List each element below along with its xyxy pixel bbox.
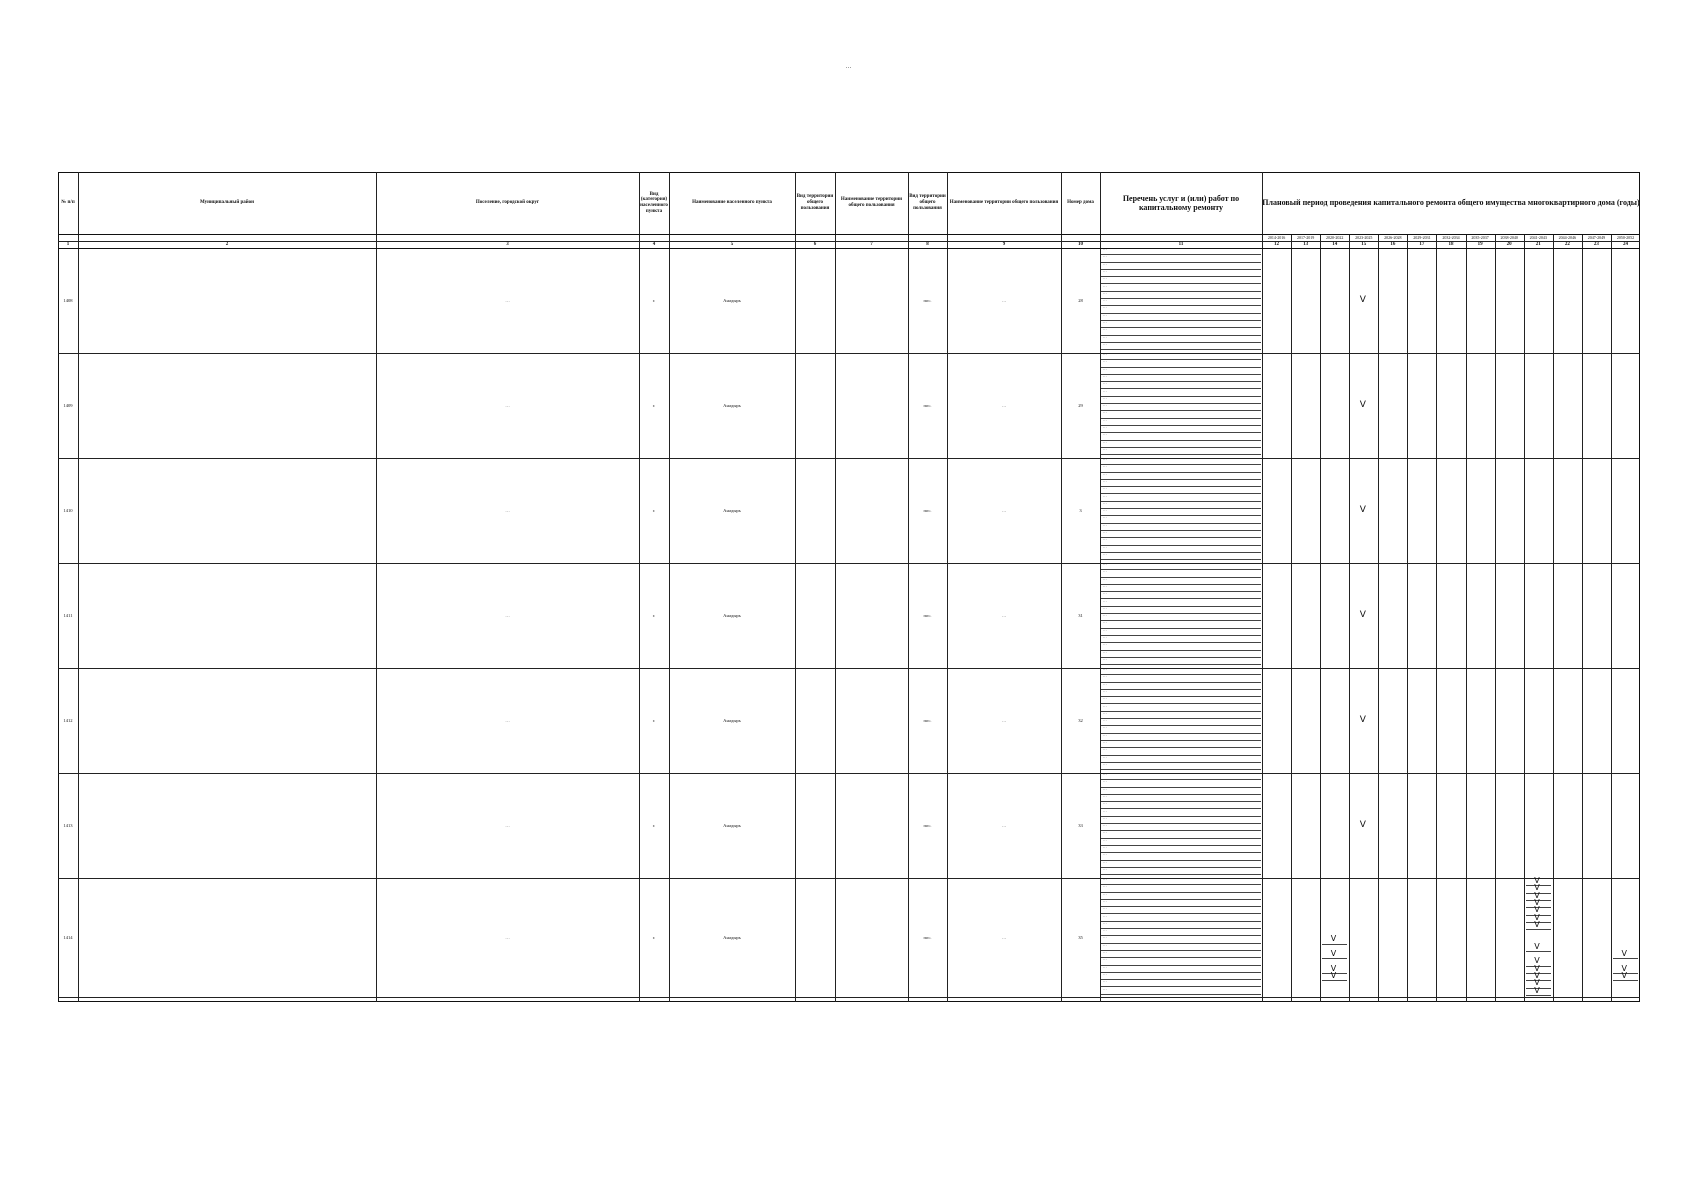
work-item: …	[1101, 839, 1261, 846]
row-house-number: 31	[1078, 613, 1083, 618]
work-item: …	[1101, 944, 1261, 951]
row-house-number: 35	[1078, 935, 1083, 940]
repair-period-mark: V	[1359, 714, 1366, 725]
header-territory-name-2: Наименование территории общего пользования	[949, 200, 1059, 206]
work-item: …	[1101, 668, 1261, 675]
row-settlement: …	[505, 298, 510, 303]
page-number: …	[845, 64, 852, 70]
repair-period-mark: V	[1534, 883, 1540, 893]
row-locality-type: г.	[652, 403, 656, 408]
period-column-divider	[1349, 234, 1350, 1002]
work-item: …	[1101, 328, 1261, 335]
row-locality: Анадырь	[723, 718, 741, 723]
capital-repair-schedule-table	[58, 172, 1640, 1002]
row-divider	[58, 563, 1640, 564]
period-label: 2014-2016	[1267, 235, 1286, 240]
work-item: …	[1101, 578, 1261, 585]
repair-period-mark: V	[1534, 876, 1540, 885]
work-item: …	[1101, 734, 1261, 741]
work-item: …	[1101, 404, 1261, 411]
work-item: …	[1101, 614, 1261, 621]
row-locality: Анадырь	[723, 823, 741, 828]
column-number: 24	[1622, 241, 1628, 247]
work-item: …	[1101, 658, 1261, 665]
row-house-number: 33	[1078, 823, 1083, 828]
work-item: …	[1101, 343, 1261, 350]
column-number: 16	[1390, 241, 1396, 247]
row-number: 1410	[63, 508, 73, 513]
row-territory-kind: пос.	[923, 613, 932, 618]
period-label: 2029-2031	[1413, 235, 1431, 240]
work-item: …	[1101, 973, 1261, 980]
row-territory-kind: пос.	[923, 823, 932, 828]
row-number: 1411	[63, 613, 73, 618]
repair-period-mark: V	[1330, 934, 1337, 944]
column-number: 14	[1332, 241, 1338, 247]
repair-period-mark: V	[1534, 905, 1540, 915]
period-column-divider	[1320, 234, 1321, 1002]
work-item: …	[1101, 763, 1261, 770]
mark-underline	[1526, 995, 1551, 996]
column-number: 12	[1274, 241, 1280, 247]
work-item: …	[1101, 780, 1261, 787]
work-item: …	[1101, 563, 1261, 570]
header-settlement: Поселение, городской округ	[475, 200, 540, 206]
period-label: 2050-2052	[1616, 235, 1635, 240]
period-column-divider	[1407, 234, 1408, 1002]
period-column-divider	[1495, 234, 1496, 1002]
column-number: 17	[1419, 241, 1425, 247]
repair-period-mark: V	[1534, 963, 1540, 973]
column-number: 10	[1078, 241, 1083, 247]
work-item: …	[1101, 817, 1261, 824]
work-item: …	[1101, 980, 1261, 987]
header-locality-type: Вид (категория) населенного пункта	[640, 191, 668, 214]
work-item: …	[1101, 570, 1261, 577]
repair-period-mark: V	[1621, 970, 1627, 980]
column-number: 4	[652, 241, 656, 247]
period-label: 2026-2028	[1384, 235, 1402, 240]
repair-period-mark: V	[1534, 956, 1540, 966]
work-item: …	[1101, 846, 1261, 853]
row-locality: Анадырь	[723, 613, 741, 618]
row-locality: Анадырь	[723, 935, 741, 940]
work-item: …	[1101, 741, 1261, 748]
period-label: 2041-2043	[1529, 235, 1547, 240]
row-locality-type: г.	[652, 718, 656, 723]
row-territory-kind: пос.	[923, 298, 932, 303]
row-number: 1413	[63, 823, 73, 828]
work-item: …	[1101, 600, 1261, 607]
repair-period-mark: V	[1330, 963, 1337, 973]
work-item: …	[1101, 802, 1261, 809]
work-item: …	[1101, 868, 1261, 875]
row-territory-name: …	[1001, 718, 1007, 723]
work-item: …	[1101, 636, 1261, 643]
work-item: …	[1101, 299, 1261, 306]
work-item: …	[1101, 448, 1261, 455]
row-settlement: …	[505, 718, 510, 723]
period-column-divider	[1436, 234, 1437, 1002]
row-settlement: …	[505, 508, 510, 513]
work-item: …	[1101, 651, 1261, 658]
repair-period-mark: V	[1359, 819, 1366, 830]
header-territory-name: Наименование территории общего пользования	[840, 197, 903, 208]
work-item: …	[1101, 958, 1261, 965]
column-number: 11	[1178, 241, 1184, 247]
work-item: …	[1101, 480, 1261, 487]
column-number: 13	[1303, 241, 1309, 247]
work-item: …	[1101, 263, 1261, 270]
row-house-number: 3	[1079, 508, 1082, 513]
row-divider	[58, 773, 1640, 774]
work-item: …	[1101, 473, 1261, 480]
header-locality-name: Наименование населенного пункта	[692, 200, 772, 206]
repair-period-mark: V	[1534, 985, 1540, 995]
header-house-number: Номер дома	[1067, 200, 1094, 206]
row-settlement: …	[505, 823, 510, 828]
work-item: …	[1101, 292, 1261, 299]
period-label: 2035-2037	[1471, 235, 1489, 240]
column-number: 15	[1361, 241, 1367, 247]
work-item: …	[1101, 966, 1261, 973]
row-locality-type: г.	[652, 508, 656, 513]
work-item: …	[1101, 748, 1261, 755]
row-locality-type: г.	[652, 935, 656, 940]
column-number: 6	[813, 241, 817, 247]
work-item: …	[1101, 509, 1261, 516]
header-number: № п/п	[61, 200, 75, 206]
work-item: …	[1101, 788, 1261, 795]
work-item: …	[1101, 248, 1261, 255]
mark-underline	[1526, 951, 1551, 952]
work-item: …	[1101, 773, 1261, 780]
work-item: …	[1101, 585, 1261, 592]
work-item: …	[1101, 690, 1261, 697]
work-item: …	[1101, 390, 1261, 397]
row-house-number: 29	[1078, 403, 1083, 408]
repair-period-mark: V	[1621, 949, 1627, 958]
row-locality-type: г.	[652, 823, 656, 828]
work-item: …	[1101, 426, 1261, 433]
work-item: …	[1101, 592, 1261, 599]
work-item: …	[1101, 277, 1261, 284]
work-item: …	[1101, 321, 1261, 328]
row-territory-kind: пос.	[923, 508, 932, 513]
column-number: 3	[506, 241, 509, 247]
period-label: 2038-2040	[1500, 235, 1518, 240]
repair-period-mark: V	[1534, 897, 1540, 907]
column-number: 1	[66, 241, 70, 247]
work-item: …	[1101, 621, 1261, 628]
row-territory-name: …	[1001, 508, 1007, 513]
column-number: 7	[870, 241, 873, 247]
work-item: …	[1101, 893, 1261, 900]
repair-period-mark: V	[1534, 941, 1540, 951]
work-item: …	[1101, 629, 1261, 636]
row-divider	[58, 997, 1640, 998]
period-column-divider	[1466, 234, 1467, 1002]
work-item: …	[1101, 705, 1261, 712]
work-item: …	[1101, 810, 1261, 817]
repair-period-mark: V	[1534, 970, 1540, 980]
work-item: …	[1101, 306, 1261, 313]
work-item: …	[1101, 683, 1261, 690]
row-territory-name: …	[1001, 823, 1007, 828]
repair-period-mark: V	[1621, 963, 1627, 973]
row-settlement: …	[505, 613, 510, 618]
row-territory-kind: пос.	[923, 718, 932, 723]
row-territory-name: …	[1001, 298, 1007, 303]
mark-underline	[1613, 980, 1638, 981]
repair-period-mark: V	[1359, 294, 1366, 305]
repair-period-mark: V	[1534, 890, 1540, 900]
repair-period-mark: V	[1359, 609, 1366, 620]
work-item: …	[1101, 712, 1261, 719]
work-item: …	[1101, 929, 1261, 936]
work-item: …	[1101, 878, 1261, 885]
work-item: …	[1101, 831, 1261, 838]
row-territory-name: …	[1001, 935, 1007, 940]
work-item: …	[1101, 458, 1261, 465]
period-column-divider	[1291, 234, 1292, 1002]
work-item: …	[1101, 336, 1261, 343]
row-divider	[58, 878, 1640, 879]
row-number: 1412	[63, 718, 73, 723]
work-item: …	[1101, 397, 1261, 404]
repair-period-mark: V	[1330, 949, 1337, 958]
row-settlement: …	[505, 935, 510, 940]
work-item: …	[1101, 907, 1261, 914]
work-item: …	[1101, 538, 1261, 545]
work-item: …	[1101, 411, 1261, 418]
work-item: …	[1101, 433, 1261, 440]
work-item: …	[1101, 988, 1261, 995]
work-item: …	[1101, 314, 1261, 321]
period-label: 2017-2019	[1296, 235, 1315, 240]
work-item: …	[1101, 951, 1261, 958]
work-item: …	[1101, 922, 1261, 929]
repair-period-mark: V	[1534, 978, 1540, 988]
work-item: …	[1101, 697, 1261, 704]
work-item: …	[1101, 915, 1261, 922]
row-territory-kind: пос.	[923, 935, 932, 940]
period-label: 2020-2022	[1326, 235, 1344, 240]
header-works-list: Перечень услуг и (или) работ по капитальному ремонту	[1122, 193, 1240, 212]
header-territory-kind: Вид территории общего пользования	[796, 194, 834, 211]
column-number: 19	[1477, 241, 1483, 247]
period-column-divider	[1611, 234, 1612, 1002]
row-locality: Анадырь	[723, 403, 741, 408]
row-territory-name: …	[1001, 403, 1007, 408]
work-item: …	[1101, 270, 1261, 277]
work-item: …	[1101, 353, 1261, 360]
column-number: 2	[225, 241, 229, 247]
work-item: …	[1101, 487, 1261, 494]
row-settlement: …	[505, 403, 510, 408]
work-item: …	[1101, 824, 1261, 831]
work-item: …	[1101, 853, 1261, 860]
work-item: …	[1101, 885, 1261, 892]
row-locality: Анадырь	[723, 508, 741, 513]
row-divider	[58, 458, 1640, 459]
period-label: 2023-2025	[1355, 235, 1373, 240]
work-item: …	[1101, 795, 1261, 802]
work-item: …	[1101, 936, 1261, 943]
column-number: 21	[1535, 241, 1541, 247]
work-item: …	[1101, 495, 1261, 502]
column-number: 9	[1002, 241, 1006, 247]
repair-period-mark: V	[1534, 919, 1540, 929]
row-number: 1408	[63, 298, 73, 303]
row-territory-kind: пос.	[923, 403, 932, 408]
row-divider	[58, 353, 1640, 354]
row-house-number: 32	[1078, 718, 1083, 723]
period-column-divider	[1582, 234, 1583, 1002]
repair-period-mark: V	[1534, 912, 1540, 922]
period-label: 2047-2049	[1587, 235, 1606, 240]
row-territory-name: …	[1001, 613, 1007, 618]
row-house-number: 28	[1078, 298, 1083, 303]
row-locality-type: г.	[652, 613, 656, 618]
mark-underline	[1322, 958, 1347, 959]
period-label: 2044-2046	[1558, 235, 1576, 240]
column-number: 20	[1506, 241, 1512, 247]
column-number: 5	[730, 241, 734, 247]
period-column-divider	[1378, 234, 1379, 1002]
work-item: …	[1101, 255, 1261, 262]
row-number: 1414	[63, 935, 73, 940]
work-item: …	[1101, 502, 1261, 509]
row-number: 1409	[63, 403, 73, 408]
work-item: …	[1101, 756, 1261, 763]
work-item: …	[1101, 524, 1261, 531]
mark-underline	[1613, 958, 1638, 959]
work-item: …	[1101, 360, 1261, 367]
repair-period-mark: V	[1359, 504, 1366, 515]
row-divider	[58, 668, 1640, 669]
period-column-divider	[1553, 234, 1554, 1002]
work-item: …	[1101, 726, 1261, 733]
period-label: 2032-2034	[1442, 235, 1460, 240]
work-item: …	[1101, 553, 1261, 560]
mark-underline	[1322, 944, 1347, 945]
header-planned-period: Плановый период проведения капитального ремонта общего имущества многоквартирного дома (годы)	[1262, 198, 1640, 208]
repair-period-mark: V	[1330, 970, 1337, 980]
column-number: 22	[1564, 241, 1570, 247]
work-item: …	[1101, 382, 1261, 389]
work-item: …	[1101, 546, 1261, 553]
work-item: …	[1101, 419, 1261, 426]
work-item: …	[1101, 441, 1261, 448]
mark-underline	[1322, 980, 1347, 981]
mark-underline	[1526, 929, 1551, 930]
header-district: Муниципальный район	[199, 200, 254, 206]
work-item: …	[1101, 643, 1261, 650]
repair-period-mark: V	[1359, 399, 1366, 410]
column-number: 18	[1448, 241, 1454, 247]
work-item: …	[1101, 375, 1261, 382]
period-column-divider	[1524, 234, 1525, 1002]
work-item: …	[1101, 368, 1261, 375]
numbers-divider	[58, 248, 1640, 249]
row-locality-type: г.	[652, 298, 656, 303]
work-item: …	[1101, 516, 1261, 523]
work-item: …	[1101, 531, 1261, 538]
header-territory-kind-2: Вид территории общего пользования	[909, 194, 946, 211]
work-item: …	[1101, 465, 1261, 472]
work-item: …	[1101, 607, 1261, 614]
row-locality: Анадырь	[723, 298, 741, 303]
column-number: 23	[1593, 241, 1599, 247]
work-item: …	[1101, 861, 1261, 868]
work-item: …	[1101, 285, 1261, 292]
work-item: …	[1101, 675, 1261, 682]
column-number: 8	[926, 241, 929, 247]
work-item: …	[1101, 900, 1261, 907]
work-item: …	[1101, 719, 1261, 726]
